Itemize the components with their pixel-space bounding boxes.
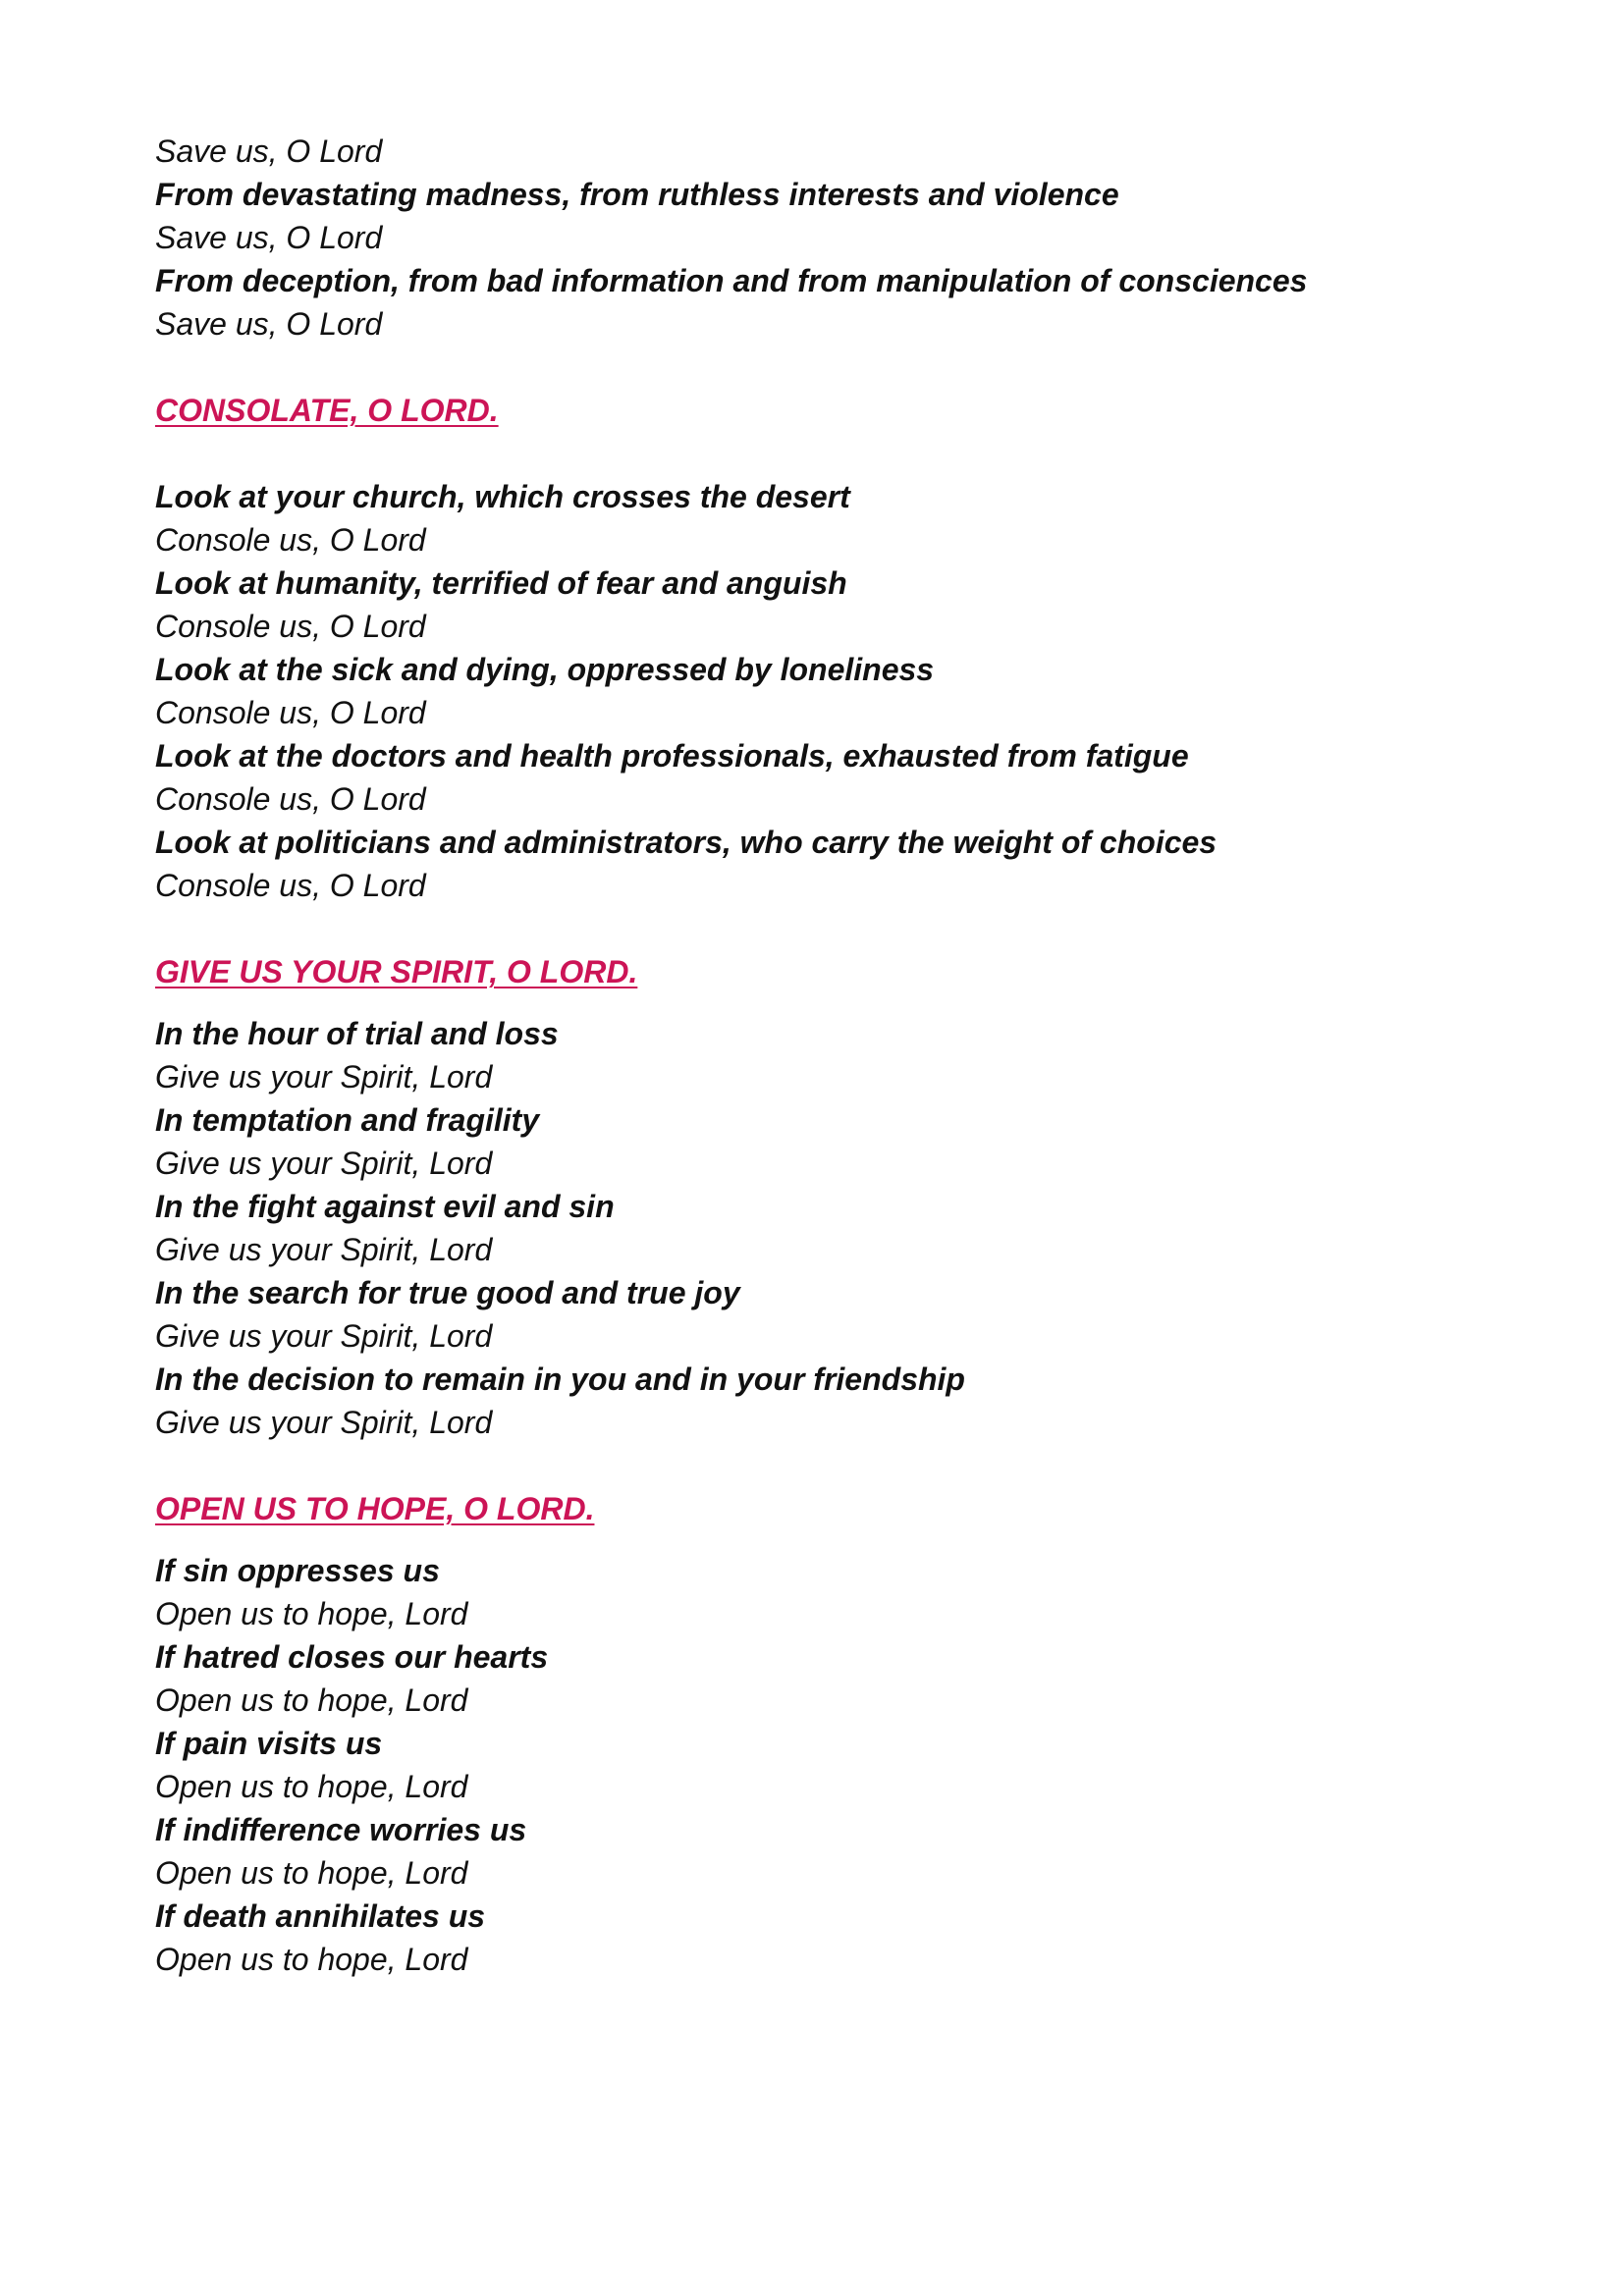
response-line: Save us, O Lord (155, 220, 383, 255)
response-line: Give us your Spirit, Lord (155, 1318, 493, 1354)
response-line: Console us, O Lord (155, 868, 426, 903)
petition-line: If sin oppresses us (155, 1553, 440, 1588)
response-line: Console us, O Lord (155, 522, 426, 558)
section-heading: OPEN US TO HOPE, O LORD. (155, 1491, 595, 1526)
response-line: Save us, O Lord (155, 306, 383, 342)
response-line: Open us to hope, Lord (155, 1596, 468, 1631)
petition-line: If pain visits us (155, 1726, 383, 1761)
petition-line: Look at humanity, terrified of fear and anguish (155, 565, 847, 601)
section-heading: GIVE US YOUR SPIRIT, O LORD. (155, 954, 638, 989)
response-line: Give us your Spirit, Lord (155, 1405, 493, 1440)
response-line: Open us to hope, Lord (155, 1942, 468, 1977)
section-give-us-your-spirit (155, 950, 1490, 1444)
response-line: Open us to hope, Lord (155, 1855, 468, 1891)
response-line: Give us your Spirit, Lord (155, 1059, 493, 1095)
petition-line: In the search for true good and true joy (155, 1275, 740, 1310)
response-line: Open us to hope, Lord (155, 1682, 468, 1718)
response-line: Give us your Spirit, Lord (155, 1232, 493, 1267)
petition-line: Look at politicians and administrators, who carry the weight of choices (155, 825, 1218, 860)
petition-line: From devastating madness, from ruthless interests and violence (155, 177, 1119, 212)
petition-line: If indifference worries us (155, 1812, 527, 1847)
petition-line: In temptation and fragility (155, 1102, 540, 1138)
section-consolate (155, 389, 1490, 907)
petition-line: From deception, from bad information and from manipulation of consciences (155, 263, 1308, 298)
petition-line: In the hour of trial and loss (155, 1016, 559, 1051)
response-line: Console us, O Lord (155, 781, 426, 817)
response-line: Console us, O Lord (155, 695, 426, 730)
response-line: Console us, O Lord (155, 609, 426, 644)
response-line: Save us, O Lord (155, 133, 383, 169)
petition-line: Look at the sick and dying, oppressed by loneliness (155, 652, 935, 687)
section-heading: CONSOLATE, O LORD. (155, 393, 499, 428)
section-open-us-to-hope (155, 1487, 1490, 1981)
petition-line: In the decision to remain in you and in your friendship (155, 1362, 965, 1397)
petition-line: If death annihilates us (155, 1898, 486, 1934)
petition-line: Look at the doctors and health professionals, exhausted from fatigue (155, 738, 1189, 774)
intro-block (155, 130, 1490, 346)
response-line: Open us to hope, Lord (155, 1769, 468, 1804)
petition-line: If hatred closes our hearts (155, 1639, 549, 1675)
response-line: Give us your Spirit, Lord (155, 1146, 493, 1181)
document-page (155, 130, 1490, 1981)
petition-line: Look at your church, which crosses the desert (155, 479, 850, 514)
petition-line: In the fight against evil and sin (155, 1189, 615, 1224)
